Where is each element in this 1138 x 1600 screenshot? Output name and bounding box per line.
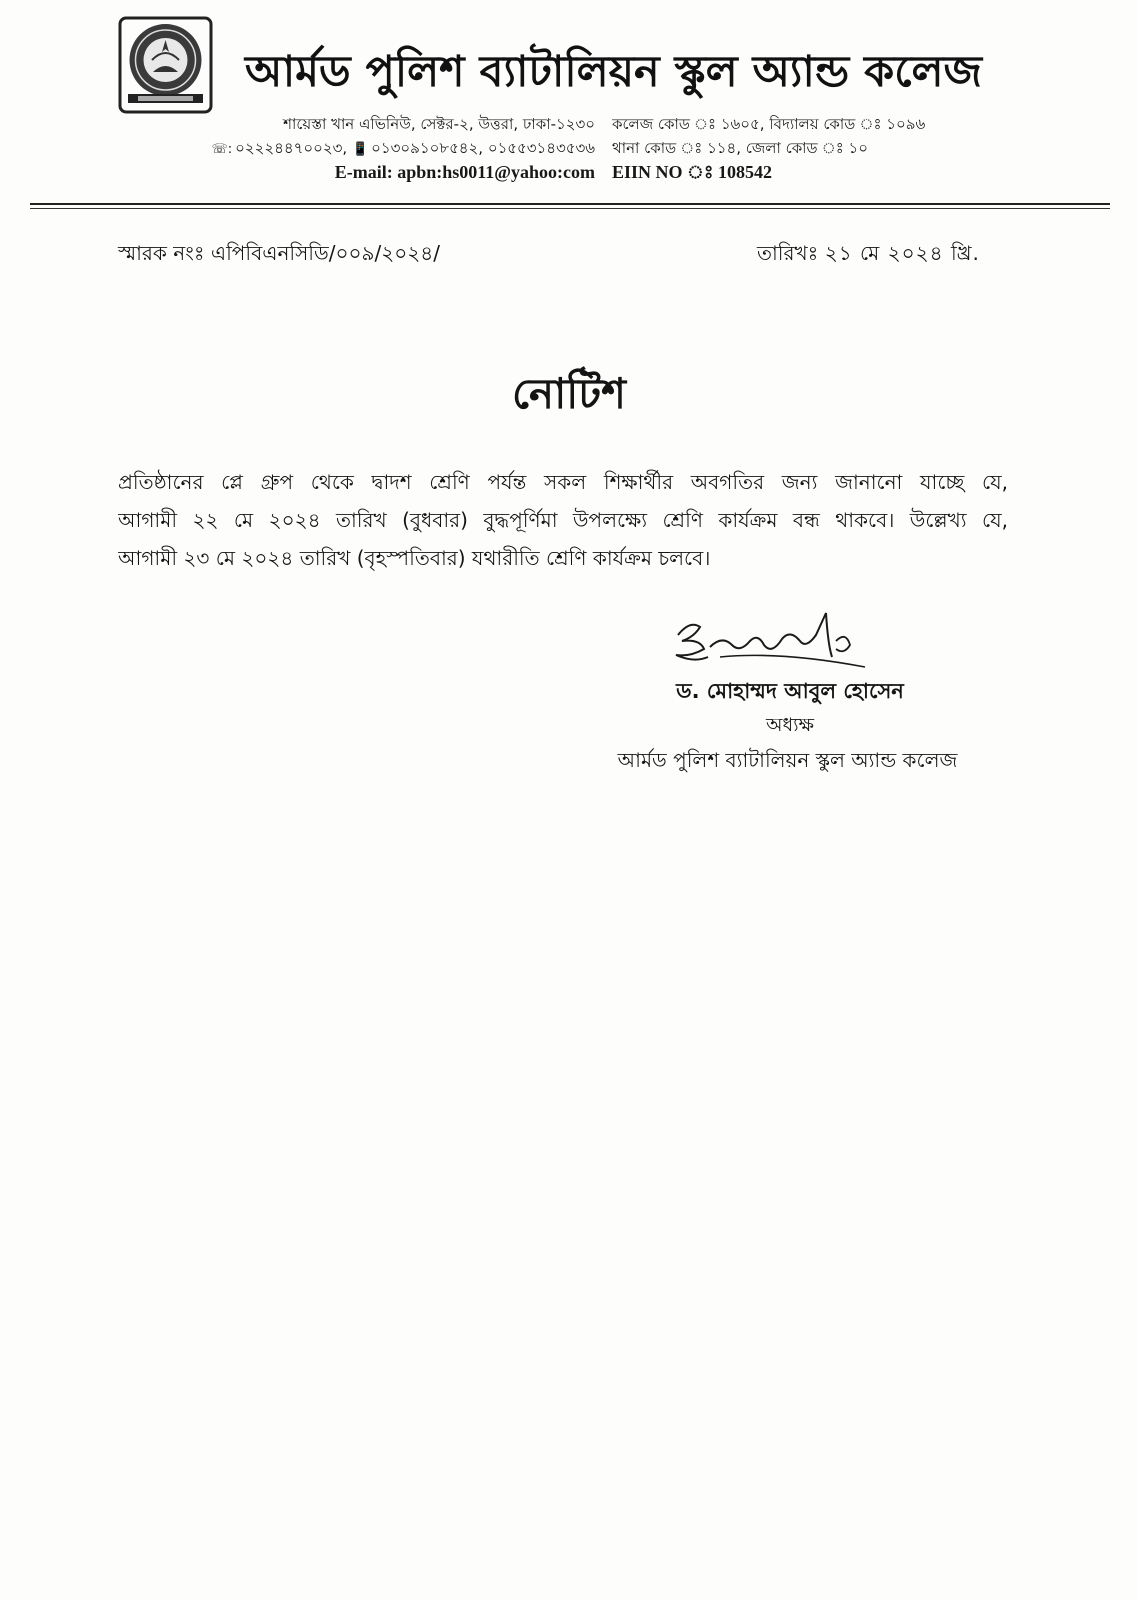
signatory-designation: অধ্যক্ষ bbox=[765, 714, 814, 736]
school-name: আর্মড পুলিশ ব্যাটালিয়ন স্কুল অ্যান্ড কলেজ bbox=[245, 47, 983, 97]
signatory-organization: আর্মড পুলিশ ব্যাটালিয়ন স্কুল অ্যান্ড কলেজ bbox=[617, 748, 958, 772]
notice-title: নোটিশ bbox=[511, 369, 627, 418]
date-value: ২১ মে ২০২৪ খ্রি. bbox=[824, 241, 980, 265]
address-line: শায়েস্তা খান এভিনিউ, সেক্টর-২, উত্তরা, ঢাকা-১২৩০ bbox=[283, 115, 595, 133]
email-line: E-mail: apbn:hs0011@yahoo:com bbox=[334, 162, 595, 182]
signatory-name: ড. মোহাম্মদ আবুল হোসেন bbox=[676, 679, 904, 703]
contact-line bbox=[175, 136, 595, 160]
notice-date bbox=[757, 238, 1017, 268]
thana-code-line: থানা কোড ঃ ১১৪, জেলা কোড ঃ ১০ bbox=[612, 139, 869, 157]
memo-value: এপিবিএনসিডি/০০৯/২০২৪/ bbox=[210, 241, 440, 265]
telephone-icon: ☏: bbox=[211, 142, 233, 157]
date-label: তারিখঃ bbox=[757, 241, 819, 265]
memo-label: স্মারক নংঃ bbox=[118, 241, 205, 265]
school-crest-icon bbox=[118, 16, 213, 114]
address-block bbox=[175, 112, 595, 184]
mobile-numbers: ০১৩০৯১০৮৫৪২, ০১৫৫৩১৪৩৫৩৬ bbox=[371, 139, 595, 157]
header-divider-thin bbox=[30, 208, 1110, 209]
codes-block bbox=[612, 112, 952, 184]
phone-numbers: ০২২২৪৪৭০০২৩, bbox=[235, 139, 348, 157]
signature-image bbox=[660, 605, 875, 680]
mobile-phone-icon: 📱 bbox=[351, 142, 369, 157]
notice-line: আগামী ২৩ মে ২০২৪ তারিখ (বৃহস্পতিবার) যথারীতি শ্রেণি কার্যক্রম চলবে। bbox=[118, 546, 711, 570]
notice-line: প্রতিষ্ঠানের প্লে গ্রুপ থেকে দ্বাদশ শ্রেণি পর্যন্ত সকল শিক্ষার্থীর অবগতির জন্য জানানো যাচ্ছে যে, bbox=[118, 470, 1008, 494]
header-divider bbox=[30, 203, 1110, 205]
notice-line: আগামী ২২ মে ২০২৪ তারিখ (বুধবার) বুদ্ধপূর্ণিমা উপলক্ষ্যে শ্রেণি কার্যক্রম বন্ধ থাকবে। উল্লেখ্য যে, bbox=[118, 508, 1008, 532]
eiin-line: EIIN NO ঃ 108542 bbox=[612, 162, 772, 182]
notice-body bbox=[118, 463, 1008, 577]
college-code-line: কলেজ কোড ঃ ১৬০৫, বিদ্যালয় কোড ঃ ১০৯৬ bbox=[612, 115, 926, 133]
memo-number bbox=[118, 238, 440, 268]
